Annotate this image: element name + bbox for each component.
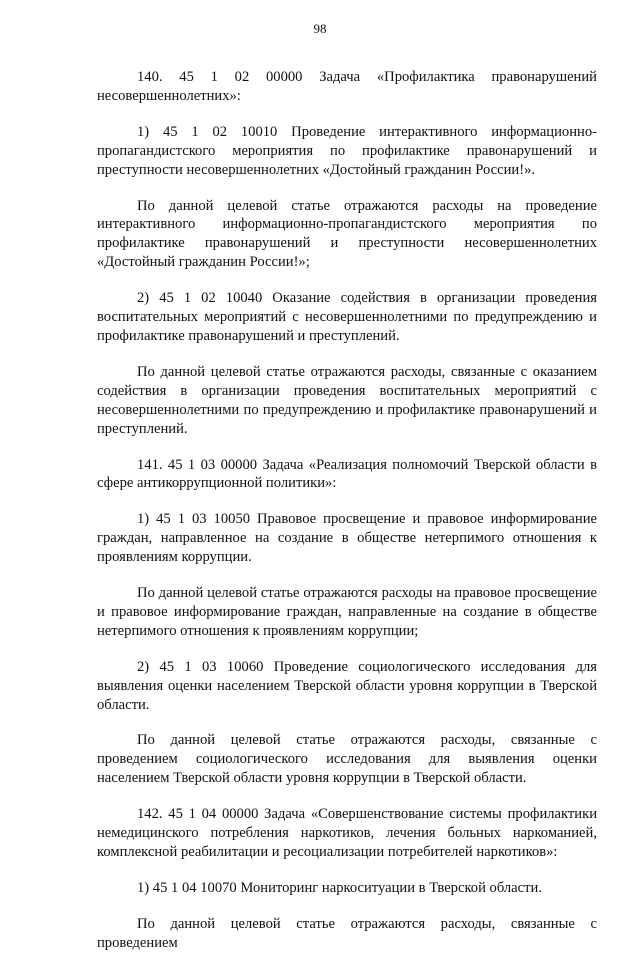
page-number: 98 — [313, 21, 327, 36]
item-45-1-04-10070-description: По данной целевой статье отражаются расходы, связанные с проведением — [97, 915, 597, 951]
document-body — [97, 68, 597, 970]
item-45-1-02-10040: 2) 45 1 02 10040 Оказание содействия в организации проведения воспитательных мероприятий с несовершеннолетними по предупреждению и профилактике правонарушений и преступлений. — [97, 290, 597, 344]
task-141-heading: 141. 45 1 03 00000 Задача «Реализация полномочий Тверской области в сфере антикоррупционной политики»: — [97, 456, 597, 492]
item-45-1-03-10060-description: По данной целевой статье отражаются расходы, связанные с проведением социологического исследования для выявления оценки населением Тверской области уровня коррупции в Тверской области. — [97, 732, 597, 787]
item-45-1-02-10040-description: По данной целевой статье отражаются расходы, связанные с оказанием содействия в организации проведения воспитательных мероприятий с несовершеннолетними по предупреждению и профилактике правонарушений и преступлений. — [97, 363, 597, 437]
task-142-heading: 142. 45 1 04 00000 Задача «Совершенствование системы профилактики немедицинского потребления наркотиков, лечения больных наркоманией, комплексной реабилитации и ресоциализации потребителей наркотиков»: — [97, 806, 597, 860]
item-45-1-03-10050: 1) 45 1 03 10050 Правовое просвещение и правовое информирование граждан, направленное на создание в обществе нетерпимого отношения к проявлениям коррупции. — [97, 511, 597, 566]
item-45-1-03-10050-description: По данной целевой статье отражаются расходы на правовое просвещение и правовое информирование граждан, направленные на создание в обществе нетерпимого отношения к проявлениям коррупции; — [97, 585, 597, 639]
task-140-heading: 140. 45 1 02 00000 Задача «Профилактика правонарушений несовершеннолетних»: — [97, 69, 597, 104]
item-45-1-03-10060: 2) 45 1 03 10060 Проведение социологического исследования для выявления оценки населением Тверской области уровня коррупции в Тверской области. — [97, 658, 597, 713]
item-45-1-02-10010: 1) 45 1 02 10010 Проведение интерактивного информационно-пропагандистского мероприятия по профилактике правонарушений и преступности несовершеннолетних «Достойный гражданин России!». — [97, 123, 597, 178]
item-45-1-02-10010-description: По данной целевой статье отражаются расходы на проведение интерактивного информационно-пропагандистского мероприятия по профилактике правонарушений и преступности несовершеннолетних «Достойный гражданин России!»; — [97, 197, 597, 271]
item-45-1-04-10070: 1) 45 1 04 10070 Мониторинг наркоситуации в Тверской области. — [137, 879, 542, 896]
